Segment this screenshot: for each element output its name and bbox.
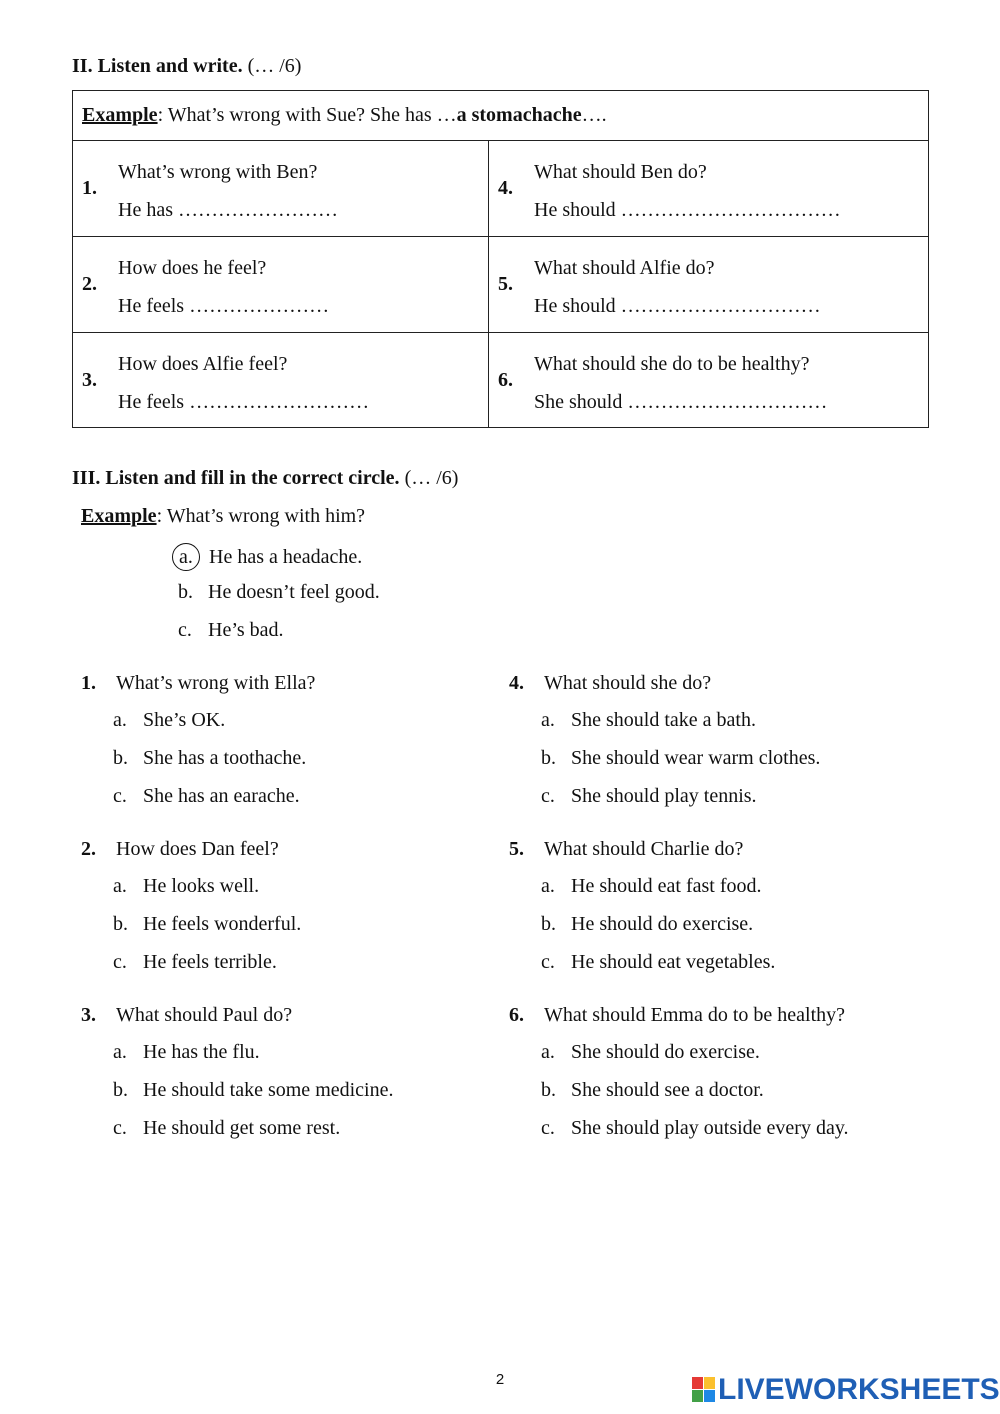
table-cell (73, 332, 488, 428)
example-answer: a stomachache (456, 104, 582, 126)
question-text: What should Emma do to be healthy? (544, 1004, 846, 1026)
example-ellipsis: …. (581, 104, 607, 126)
question-block (509, 1004, 929, 1144)
answer-option[interactable]: a. She should take a bath. (541, 709, 756, 731)
answer-option[interactable]: c. She has an earache. (113, 785, 300, 807)
question-block (81, 672, 481, 812)
example-option (178, 619, 284, 642)
table-cell (489, 332, 929, 428)
answer-option[interactable]: c. He should eat vegetables. (541, 951, 776, 973)
item-question: How does he feel? (118, 257, 267, 279)
liveworksheets-logo[interactable] (692, 1374, 1000, 1406)
answer-option[interactable]: b. She has a toothache. (113, 747, 307, 769)
table-cell (73, 140, 488, 236)
item-question: What’s wrong with Ben? (118, 161, 318, 183)
table-cell (489, 236, 929, 332)
answer-option[interactable]: b. He should do exercise. (541, 913, 754, 935)
logo-text: LIVEWORKSHEETS (718, 1373, 1000, 1406)
listen-write-table (72, 90, 929, 428)
item-number: 1. (82, 177, 97, 199)
question-number: 2. (81, 838, 96, 860)
section3-heading (72, 467, 458, 490)
question-number: 4. (509, 672, 524, 694)
answer-option[interactable]: b. She should see a doctor. (541, 1079, 764, 1101)
answer-option[interactable]: a. She should do exercise. (541, 1041, 760, 1063)
section2-heading (72, 55, 301, 78)
answer-option[interactable]: b. He should take some medicine. (113, 1079, 394, 1101)
option-text: He’s bad. (208, 619, 284, 641)
question-block (509, 672, 929, 812)
section2-title: II. Listen and write. (72, 55, 243, 77)
item-question: What should she do to be healthy? (534, 353, 810, 375)
answer-option[interactable]: c. She should play tennis. (541, 785, 757, 807)
example-text: : What’s wrong with Sue? She has … (157, 104, 457, 126)
option-text: He doesn’t feel good. (208, 581, 380, 603)
question-text: What should Paul do? (116, 1004, 293, 1026)
item-number: 4. (498, 177, 513, 199)
item-answer-blank[interactable]: He feels ……………………… (118, 391, 370, 413)
question-number: 1. (81, 672, 96, 694)
question-text: What’s wrong with Ella? (116, 672, 316, 694)
section3-score: (… /6) (404, 467, 459, 489)
answer-option[interactable]: a. She’s OK. (113, 709, 226, 731)
item-question: How does Alfie feel? (118, 353, 288, 375)
example-label: Example (81, 505, 157, 527)
table-cell (73, 236, 488, 332)
table-example-row (82, 104, 607, 127)
table-cell (489, 140, 929, 236)
circled-answer-letter: a. (172, 543, 200, 571)
example-option (178, 543, 362, 571)
answer-option[interactable]: a. He should eat fast food. (541, 875, 762, 897)
answer-option[interactable]: a. He has the flu. (113, 1041, 260, 1063)
question-number: 5. (509, 838, 524, 860)
question-block (81, 1004, 481, 1144)
option-letter: b. (178, 581, 193, 603)
answer-option[interactable]: b. She should wear warm clothes. (541, 747, 821, 769)
page-number: 2 (495, 1371, 505, 1388)
example-label: Example (82, 104, 158, 126)
item-number: 5. (498, 273, 513, 295)
item-answer-blank[interactable]: He has …………………… (118, 199, 338, 221)
section2-score: (… /6) (247, 55, 302, 77)
item-number: 6. (498, 369, 513, 391)
item-number: 3. (82, 369, 97, 391)
item-answer-blank[interactable]: She should ………………………… (534, 391, 828, 413)
section3-title: III. Listen and fill in the correct circle. (72, 467, 400, 489)
item-answer-blank[interactable]: He should …………………………… (534, 199, 841, 221)
question-number: 6. (509, 1004, 524, 1026)
question-block (81, 838, 481, 978)
item-question: What should Ben do? (534, 161, 707, 183)
logo-mark-icon (692, 1377, 716, 1403)
question-text: What should she do? (544, 672, 712, 694)
answer-option[interactable]: c. She should play outside every day. (541, 1117, 849, 1139)
question-text: What should Charlie do? (544, 838, 744, 860)
answer-option[interactable]: c. He feels terrible. (113, 951, 277, 973)
answer-option[interactable]: a. He looks well. (113, 875, 260, 897)
example-option (178, 581, 380, 604)
item-number: 2. (82, 273, 97, 295)
item-answer-blank[interactable]: He feels ………………… (118, 295, 330, 317)
option-text: He has a headache. (209, 546, 363, 568)
item-answer-blank[interactable]: He should ………………………… (534, 295, 821, 317)
answer-option[interactable]: c. He should get some rest. (113, 1117, 341, 1139)
question-text: How does Dan feel? (116, 838, 279, 860)
section3-example (81, 505, 365, 528)
item-question: What should Alfie do? (534, 257, 715, 279)
example-question: : What’s wrong with him? (156, 505, 366, 527)
answer-option[interactable]: b. He feels wonderful. (113, 913, 302, 935)
question-block (509, 838, 929, 978)
question-number: 3. (81, 1004, 96, 1026)
option-letter: c. (178, 619, 192, 641)
